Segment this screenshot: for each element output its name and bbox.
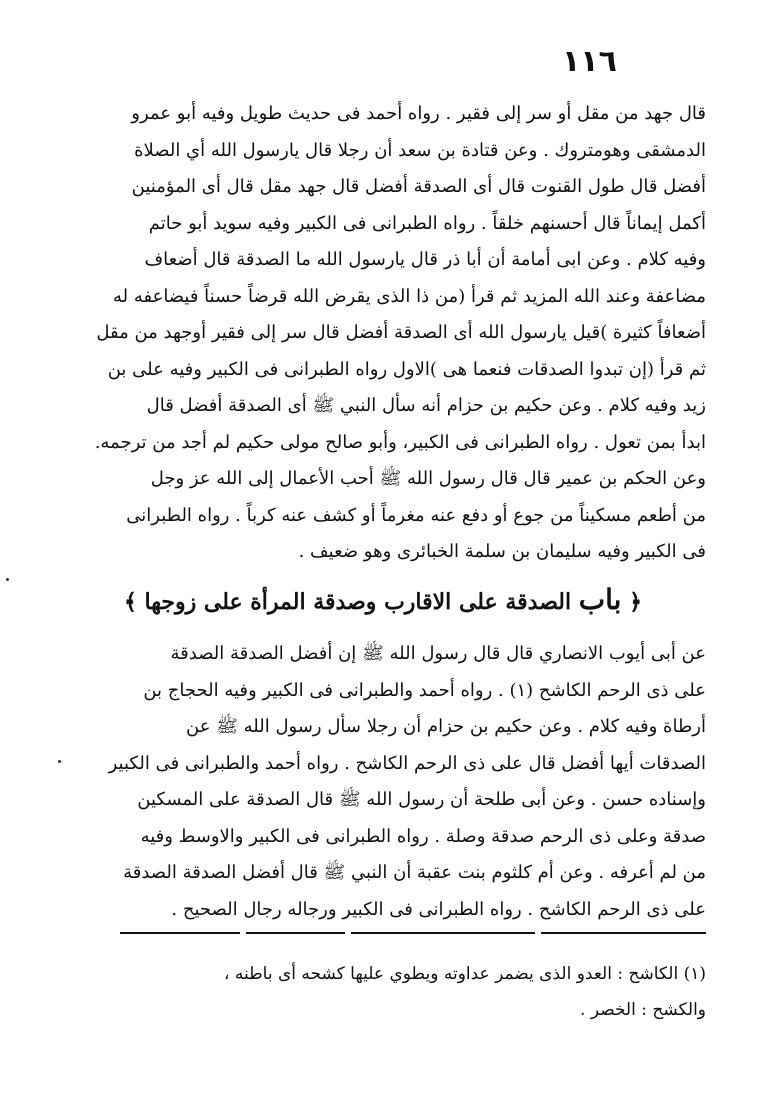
section-one-text — [60, 96, 706, 571]
page-number: ١١٦ — [562, 44, 617, 79]
divider-gap — [345, 929, 351, 937]
text-line: من أطعم مسكيناً من جوع أو دفع عنه مغرماً أو كشف عنه كرباً . رواه الطبرانى — [126, 504, 706, 526]
text-line: مضاعفة وعند الله المزيد ثم قرأ (من ذا الذى يقرض الله قرضاً حسناً فيضاعفه له — [112, 285, 706, 307]
text-line: قال جهد من مقل أو سر إلى فقير . رواه أحمد فى حديث طويل وفيه أبو عمرو — [131, 103, 706, 124]
text-line: وإسناده حسن . وعن أبى طلحة أن رسول الله ﷺ قال الصدقة على المسكين — [137, 789, 706, 810]
text-line: ثم قرأ (إن تبدوا الصدقات فنعما هى )الاول رواه الطبرانى فى الكبير وفيه على بن — [107, 358, 706, 380]
divider-gap — [535, 929, 541, 937]
footnote-line: (١) الكاشح : العدو الذى يضمر عداوته ويطوي عليها كشحه أى باطنه ، — [223, 964, 706, 984]
text-line: أضعافاً كثيرة )قيل يارسول الله أى الصدقة أفضل قال سر إلى فقير أوجهد من مقل — [96, 322, 706, 343]
divider-gap — [240, 929, 246, 937]
text-line: على ذى الرحم الكاشح (١) . رواه أحمد والطبرانى فى الكبير وفيه الحجاج بن — [143, 679, 706, 701]
text-line: أرطاة وفيه كلام . وعن حكيم بن حزام أن رجلا سأل رسول الله ﷺ عن — [186, 716, 706, 737]
heading-title: الصدقة على الاقارب وصدقة المرأة على زوجها — [144, 589, 572, 615]
text-line: على ذى الرحم الكاشح . رواه الطبرانى فى الكبير ورجاله رجال الصحيح . — [171, 898, 706, 920]
section-two-text — [60, 636, 706, 928]
text-line: وفيه كلام . وعن ابى أمامة أن أبا ذر قال يارسول الله ما الصدقة قال أضعاف — [144, 249, 706, 270]
text-line: ابدأ بمن تعول . رواه الطبرانى فى الكبير، وأبو صالح مولى حكيم لم أجد من ترجمه. — [94, 431, 706, 453]
heading-close-bracket: ﴾ — [123, 589, 137, 615]
text-line: صدقة وعلى ذى الرحم صدقة وصلة . رواه الطبرانى فى الكبير والاوسط وفيه — [140, 825, 706, 847]
text-line: الدمشقى وهومتروك . وعن قتادة بن سعد أن رجلا قال يارسول الله أي الصلاة — [134, 139, 706, 161]
text-line: وعن الحكم بن عمير قال قال رسول الله ﷺ أحب الأعمال إلى الله عز وجل — [150, 468, 706, 489]
chapter-heading — [60, 580, 706, 620]
text-line: أكمل إيماناً قال أحسنهم خلقاً . رواه الطبرانى فى الكبير وفيه سويد أبو حاتم — [148, 212, 706, 234]
text-line: الصدقات أيها أفضل قال على ذى الرحم الكاشح . رواه أحمد والطبرانى فى الكبير — [108, 752, 706, 774]
text-line: فى الكبير وفيه سليمان بن سلمة الخبائرى وهو ضعيف . — [298, 541, 706, 562]
scan-speck — [6, 578, 9, 581]
text-line: زيد وفيه كلام . وعن حكيم بن حزام أنه سأل النبي ﷺ أى الصدقة أفضل قال — [146, 395, 706, 416]
heading-open-bracket: ﴿ — [629, 589, 643, 615]
scan-speck — [58, 760, 61, 763]
footnote — [60, 956, 706, 1028]
text-line: من لم أعرفه . وعن أم كلثوم بنت عقبة أن النبي ﷺ قال أفضل الصدقة الصدقة — [123, 862, 706, 883]
text-line: عن أبى أيوب الانصاري قال قال رسول الله ﷺ إن أفضل الصدقة الصدقة — [170, 643, 706, 664]
heading-bab: باب — [578, 583, 622, 616]
text-line: أفضل قال طول القنوت قال أى الصدقة أفضل قال جهد مقل قال أى المؤمنين — [131, 176, 706, 197]
footnote-divider — [120, 932, 706, 934]
footnote-line: والكشح : الخصر . — [580, 1000, 706, 1020]
